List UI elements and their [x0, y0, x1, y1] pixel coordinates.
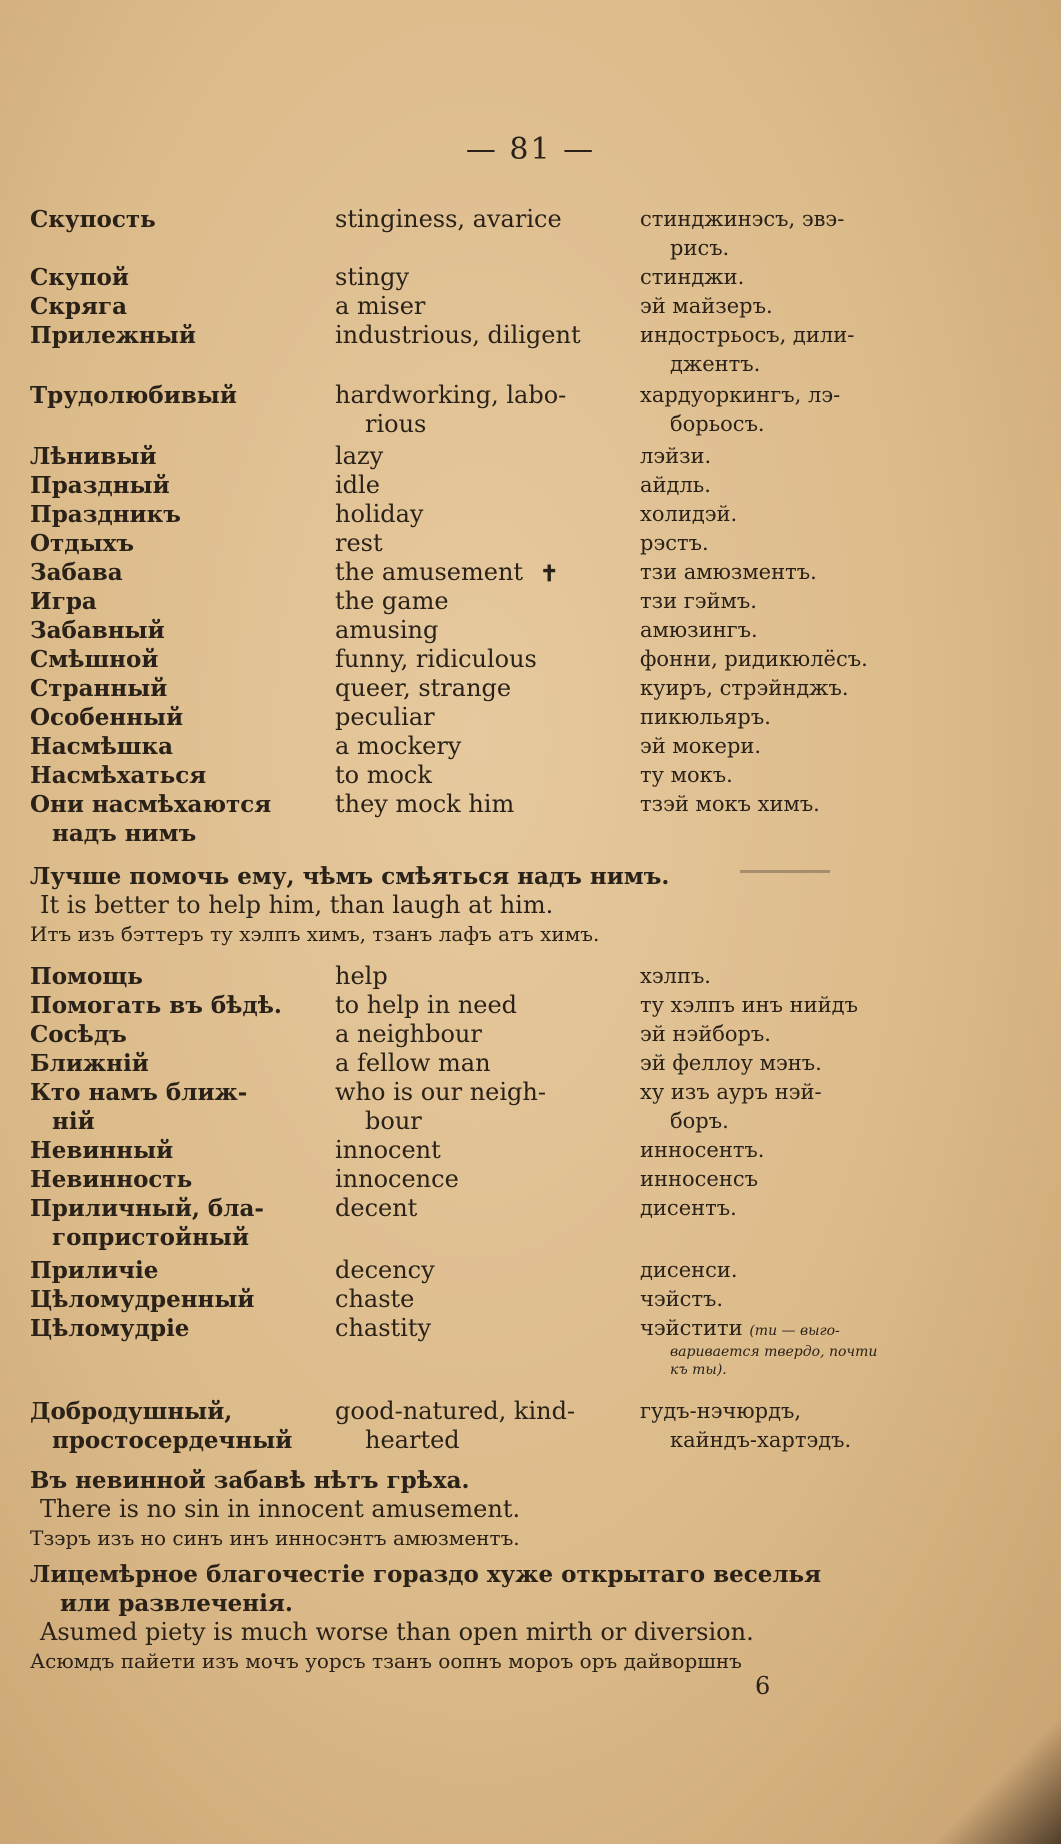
russian-term: Сосѣдъ — [30, 1021, 127, 1048]
english-sentence: Asumed piety is much worse than open mirth or diversion. — [40, 1618, 754, 1646]
english-term: to help in need — [335, 991, 518, 1019]
russian-term: Насмѣшка — [30, 733, 174, 760]
table-row — [30, 292, 980, 321]
transliteration: чэйстъ. — [640, 1287, 724, 1311]
english-term: decent — [335, 1194, 418, 1222]
table-row — [30, 962, 980, 991]
transliteration: тзи гэймъ. — [640, 589, 757, 613]
transliteration: тзэй мокъ химъ. — [640, 792, 820, 816]
transliteration: холидэй. — [640, 502, 738, 526]
divider — [740, 870, 830, 873]
table-row — [30, 1285, 980, 1314]
example-sentence-2 — [30, 1466, 1030, 1553]
english-term: hardworking, labo- — [335, 381, 567, 409]
transliteration: эй мокери. — [640, 734, 762, 758]
russian-term: Особенный — [30, 704, 184, 731]
transliterated-sentence: Тзэръ изъ но синъ инъ инносэнтъ амюзментъ. — [30, 1526, 520, 1550]
english-term-cont: rious — [365, 410, 427, 438]
russian-term: Приличіе — [30, 1257, 159, 1284]
example-sentence-1 — [30, 862, 1030, 949]
table-row — [30, 645, 980, 674]
transliterated-sentence: Асюмдъ пайети изъ мочъ уорсъ тзанъ оопнъ мороъ оръ дайворшнъ — [30, 1649, 742, 1673]
english-term: stingy — [335, 263, 410, 291]
table-row — [30, 1078, 980, 1136]
transliteration: тзи амюзментъ. — [640, 560, 817, 584]
russian-term: Игра — [30, 588, 97, 615]
transliteration: хэлпъ. — [640, 964, 711, 988]
english-sentence: It is better to help him, than laugh at him. — [40, 891, 554, 919]
table-row — [30, 1020, 980, 1049]
page-corner-shadow — [901, 1684, 1061, 1844]
transliteration: ту мокъ. — [640, 763, 733, 787]
transliterated-sentence: Итъ изъ бэттеръ ту хэлпъ химъ, тзанъ лафъ атъ химъ. — [30, 922, 600, 946]
english-term: innocent — [335, 1136, 441, 1164]
transliteration: гудъ-нэчюрдъ, — [640, 1399, 802, 1423]
vocabulary-table-2 — [30, 962, 980, 1455]
english-term-cont: hearted — [365, 1426, 460, 1454]
table-row — [30, 790, 980, 848]
transliteration: айдль. — [640, 473, 711, 497]
transliteration-cont: боръ. — [670, 1109, 729, 1133]
signature-mark: 6 — [755, 1672, 771, 1700]
english-term: funny, ridiculous — [335, 645, 537, 673]
russian-term: Цѣломудренный — [30, 1286, 255, 1313]
english-term: industrious, diligent — [335, 321, 581, 349]
english-term: the game — [335, 587, 449, 615]
russian-term: Помогать въ бѣдѣ. — [30, 992, 282, 1019]
english-term-cont: bour — [365, 1107, 422, 1135]
table-row — [30, 529, 980, 558]
transliteration: амюзингъ. — [640, 618, 758, 642]
table-row — [30, 1256, 980, 1285]
russian-term-cont: простосердечный — [52, 1427, 293, 1454]
table-row — [30, 616, 980, 645]
transliteration: стинджи. — [640, 265, 745, 289]
russian-term: Кто намъ ближ- — [30, 1079, 248, 1106]
table-row — [30, 1194, 980, 1256]
pronunciation-note-cont: къ ты). — [670, 1362, 727, 1378]
transliteration: дисенси. — [640, 1258, 738, 1282]
russian-term: Скупой — [30, 264, 129, 291]
transliteration: эй феллоу мэнъ. — [640, 1051, 822, 1075]
transliteration: чэйстити — [640, 1316, 743, 1340]
english-term: good-natured, kind- — [335, 1397, 576, 1425]
english-term: who is our neigh- — [335, 1078, 546, 1106]
english-sentence: There is no sin in innocent amusement. — [40, 1495, 521, 1523]
transliteration: фонни, ридикюлёсъ. — [640, 647, 868, 671]
russian-term: Помощь — [30, 963, 143, 990]
table-row — [30, 381, 980, 442]
table-row — [30, 587, 980, 616]
english-term: amusing — [335, 616, 439, 644]
russian-term: Ближній — [30, 1050, 149, 1077]
russian-term-cont: гопристойный — [52, 1224, 250, 1251]
english-term: queer, strange — [335, 674, 512, 702]
english-term: the amusement — [335, 558, 524, 586]
english-term: a fellow man — [335, 1049, 491, 1077]
transliteration: инносентъ. — [640, 1138, 765, 1162]
table-row — [30, 991, 980, 1020]
russian-term: Забавный — [30, 617, 165, 644]
transliteration: инносенсъ — [640, 1167, 758, 1191]
english-term: chastity — [335, 1314, 432, 1342]
transliteration-cont: рисъ. — [670, 236, 730, 260]
table-row — [30, 263, 980, 292]
pronunciation-note-cont: варивается твердо, почти — [670, 1344, 878, 1360]
russian-sentence-cont: или развлеченія. — [60, 1590, 293, 1617]
russian-term: Странный — [30, 675, 168, 702]
transliteration: дисентъ. — [640, 1196, 737, 1220]
russian-term: Смѣшной — [30, 646, 159, 673]
pronunciation-note: (ти — выго- — [749, 1323, 840, 1339]
table-row — [30, 321, 980, 381]
russian-sentence — [30, 1560, 1030, 1618]
russian-term: Лѣнивый — [30, 443, 157, 470]
table-row — [30, 442, 980, 471]
russian-term: Прилежный — [30, 322, 196, 349]
russian-term: Насмѣхаться — [30, 762, 207, 789]
english-term: peculiar — [335, 703, 435, 731]
transliteration: эй нэйборъ. — [640, 1022, 771, 1046]
russian-sentence: Въ невинной забавѣ нѣтъ грѣха. — [30, 1467, 470, 1494]
english-term: help — [335, 962, 388, 990]
russian-term: Невинность — [30, 1166, 193, 1193]
table-row — [30, 1165, 980, 1194]
english-term: idle — [335, 471, 380, 499]
russian-term: Забава — [30, 559, 123, 586]
english-term: a miser — [335, 292, 426, 320]
transliteration-cont: джентъ. — [670, 352, 761, 376]
table-row — [30, 703, 980, 732]
table-row — [30, 558, 980, 587]
russian-term: Добродушный, — [30, 1398, 233, 1425]
transliteration: хардуоркингъ, лэ- — [640, 383, 841, 407]
transliteration: стинджинэсъ, эвэ- — [640, 207, 845, 231]
english-term: chaste — [335, 1285, 415, 1313]
table-row — [30, 471, 980, 500]
russian-term: Скряга — [30, 293, 127, 320]
russian-term-cont: надъ нимъ — [52, 820, 197, 847]
transliteration: пикюльяръ. — [640, 705, 771, 729]
english-term: to mock — [335, 761, 432, 789]
russian-term: Праздный — [30, 472, 170, 499]
russian-term: Они насмѣхаются — [30, 791, 272, 818]
transliteration: ху изъ ауръ нэй- — [640, 1080, 822, 1104]
english-term: a mockery — [335, 732, 462, 760]
english-term: stinginess, avarice — [335, 205, 562, 233]
table-row — [30, 205, 980, 263]
transliteration: лэйзи. — [640, 444, 712, 468]
transliteration: эй майзеръ. — [640, 294, 773, 318]
example-sentence-3 — [30, 1560, 1030, 1676]
russian-term: Приличный, бла- — [30, 1195, 264, 1222]
table-row — [30, 1136, 980, 1165]
transliteration-cont: борьосъ. — [670, 412, 765, 436]
table-row — [30, 1049, 980, 1078]
table-row — [30, 1397, 980, 1455]
russian-term-cont: ній — [52, 1108, 95, 1135]
table-row — [30, 761, 980, 790]
english-term: rest — [335, 529, 383, 557]
transliteration: ту хэлпъ инъ нийдъ — [640, 993, 858, 1017]
transliteration-cont: кайндъ-хартэдъ. — [670, 1428, 852, 1452]
english-term: a neighbour — [335, 1020, 482, 1048]
table-row — [30, 1314, 980, 1397]
russian-sentence: Лучше помочь ему, чѣмъ смѣяться надъ нимъ. — [30, 863, 670, 890]
transliteration: куиръ, стрэйнджъ. — [640, 676, 849, 700]
russian-term: Скупость — [30, 206, 156, 233]
table-row — [30, 732, 980, 761]
russian-sentence-line: Лицемѣрное благочестіе гораздо хуже открытаго веселья — [30, 1561, 822, 1588]
english-term: innocence — [335, 1165, 459, 1193]
transliteration: рэстъ. — [640, 531, 709, 555]
english-term: holiday — [335, 500, 424, 528]
table-row — [30, 674, 980, 703]
cross-mark: ✝ — [540, 561, 559, 587]
russian-term: Отдыхъ — [30, 530, 135, 557]
vocabulary-table-1 — [30, 205, 980, 848]
russian-term: Праздникъ — [30, 501, 181, 528]
russian-term: Трудолюбивый — [30, 382, 237, 409]
russian-term: Цѣломудріе — [30, 1315, 190, 1342]
english-term: lazy — [335, 442, 384, 470]
page-number: — 81 — — [465, 132, 596, 167]
transliteration: индострьосъ, дили- — [640, 323, 855, 347]
table-row — [30, 500, 980, 529]
russian-term: Невинный — [30, 1137, 174, 1164]
english-term: decency — [335, 1256, 435, 1284]
english-term: they mock him — [335, 790, 515, 818]
